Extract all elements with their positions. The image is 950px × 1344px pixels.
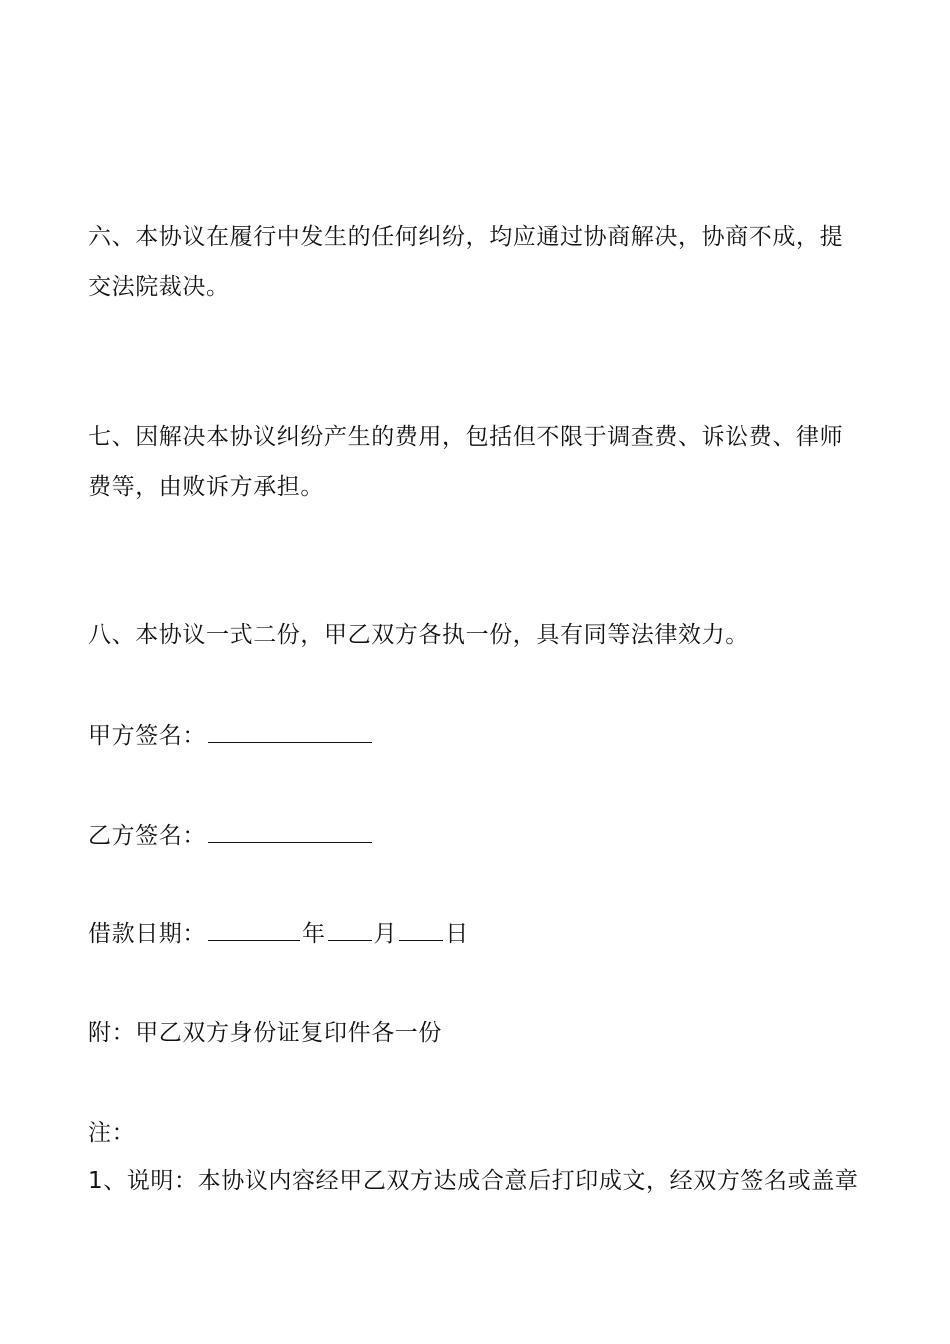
clause-seven-line1: 七、因解决本协议纠纷产生的费用，包括但不限于调查费、诉讼费、律师 xyxy=(88,424,844,450)
clause-seven-line2: 费等，由败诉方承担。 xyxy=(88,474,324,500)
party-a-signature-blank[interactable] xyxy=(208,720,372,743)
loan-year-blank[interactable] xyxy=(208,918,300,941)
notes-item-1: 1、说明：本协议内容经甲乙双方达成合意后打印成文，经双方签名或盖章 xyxy=(88,1168,859,1194)
clause-six-line1: 六、本协议在履行中发生的任何纠纷，均应通过协商解决，协商不成，提 xyxy=(88,224,844,250)
year-label: 年 xyxy=(302,921,326,947)
party-b-signature-blank[interactable] xyxy=(208,820,372,843)
party-b-label: 乙方签名： xyxy=(88,823,206,849)
notes-label: 注： xyxy=(88,1120,136,1146)
loan-date-line xyxy=(88,918,469,949)
day-label: 日 xyxy=(445,921,469,947)
clause-six xyxy=(88,212,863,312)
clause-six-line2: 交法院裁决。 xyxy=(88,274,230,300)
clause-seven xyxy=(88,412,863,512)
loan-date-label: 借款日期： xyxy=(88,921,206,947)
loan-day-blank[interactable] xyxy=(399,918,443,941)
loan-month-blank[interactable] xyxy=(328,918,372,941)
clause-eight: 八、本协议一式二份，甲乙双方各执一份，具有同等法律效力。 xyxy=(88,622,749,648)
party-a-label: 甲方签名： xyxy=(88,723,206,749)
month-label: 月 xyxy=(373,921,398,947)
party-b-signature-line xyxy=(88,820,374,851)
party-a-signature-line xyxy=(88,720,374,751)
attachment-note: 附：甲乙双方身份证复印件各一份 xyxy=(88,1020,442,1046)
